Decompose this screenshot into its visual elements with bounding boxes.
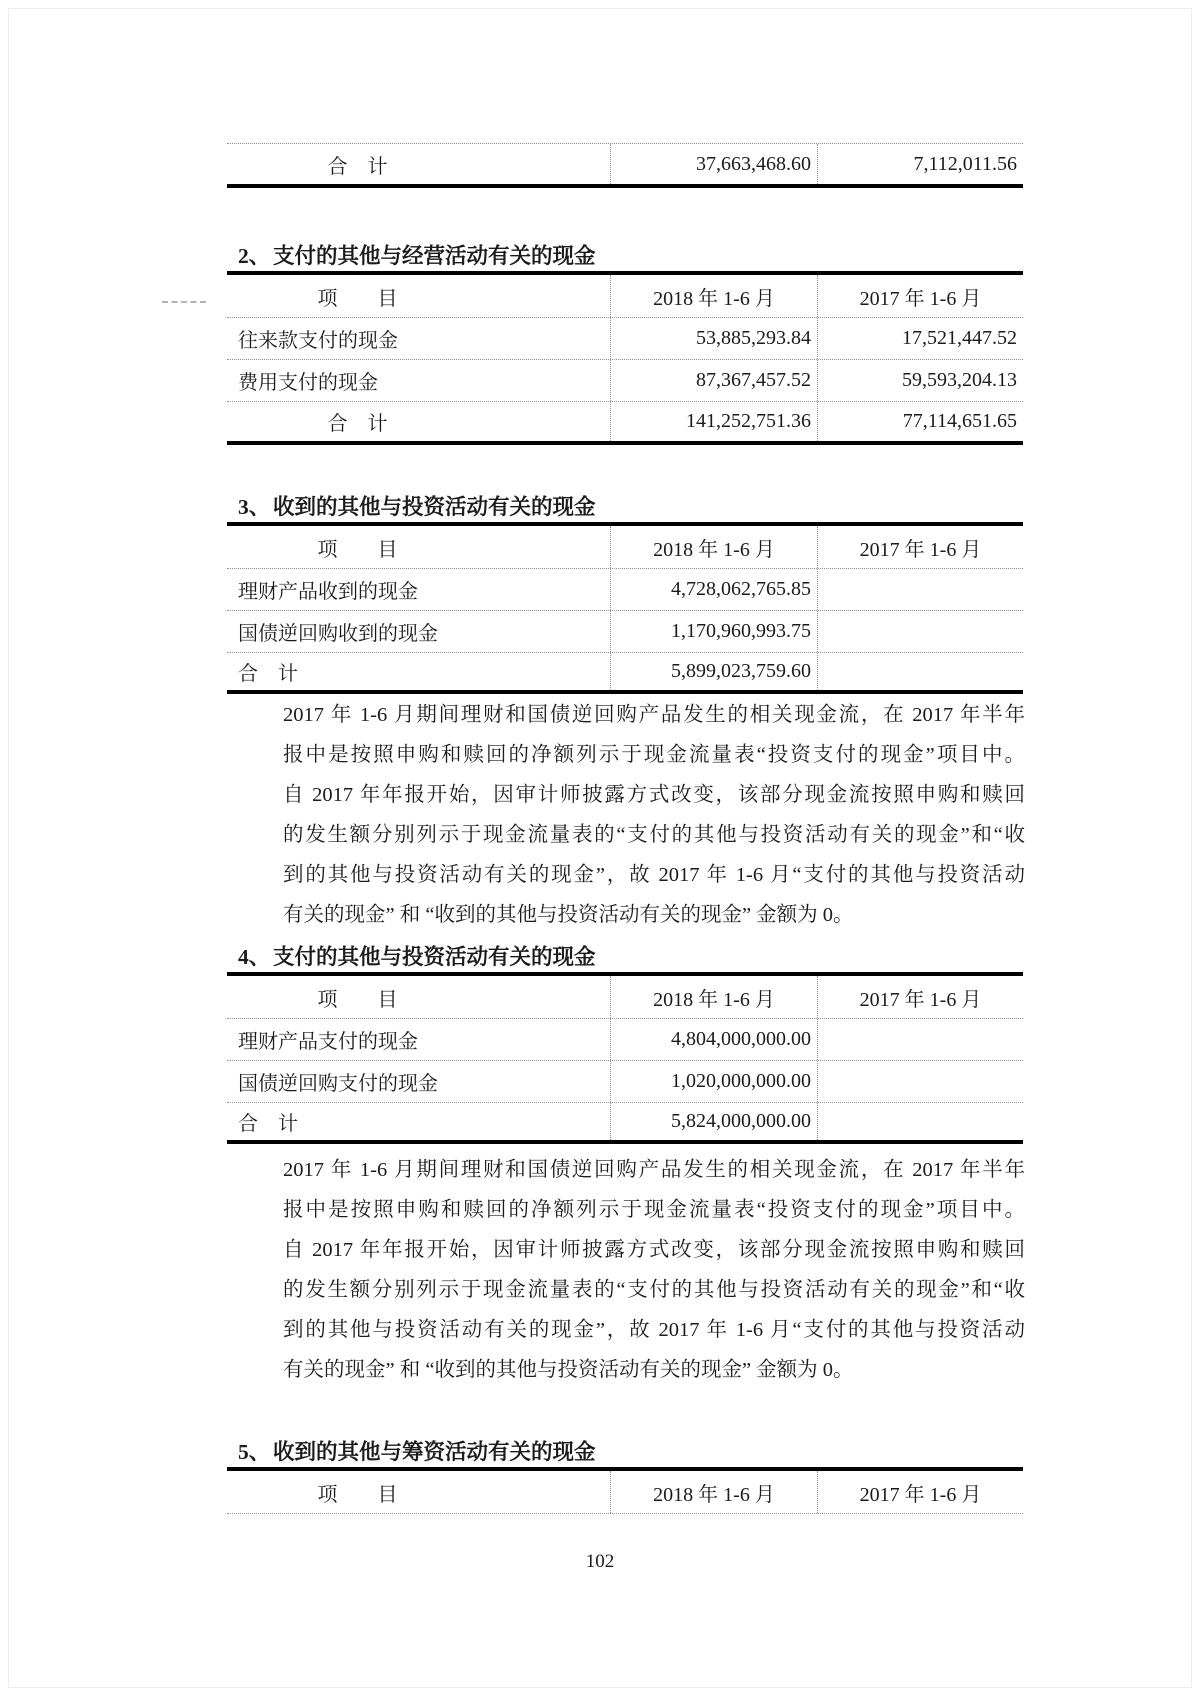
row-label: 国债逆回购支付的现金 — [227, 1061, 611, 1102]
column-header-2017: 2017 年 1-6 月 — [859, 538, 982, 561]
column-header-2017: 2017 年 1-6 月 — [859, 988, 982, 1011]
total-2017-value — [818, 653, 1023, 690]
section-3-number: 3、 — [238, 495, 271, 519]
total-label: 合 计 — [227, 144, 611, 184]
row-label: 理财产品收到的现金 — [227, 569, 611, 610]
row-2018-value: 87,367,457.52 — [611, 360, 818, 401]
table-row — [227, 1060, 1023, 1102]
table-investing-cash-received — [227, 522, 1023, 694]
table-header-row — [227, 275, 1023, 317]
table-row — [227, 359, 1023, 401]
paragraph-line: 2017 年 1-6 月期间理财和国债逆回购产品发生的相关现金流，在 2017 年半年 — [283, 704, 1025, 726]
investing-cashflow-note-1 — [283, 695, 1025, 935]
table-operating-cash-paid — [227, 271, 1023, 445]
total-2017-value: 77,114,651.65 — [902, 410, 1017, 432]
margin-dash-artifact — [162, 301, 206, 303]
paragraph-line: 有关的现金” 和 “收到的其他与投资活动有关的现金” 金额为 0。 — [283, 1359, 854, 1381]
section-4-heading — [238, 942, 596, 972]
row-2017-value — [818, 611, 1023, 652]
page-number: 102 — [585, 1551, 615, 1572]
row-2017-value — [818, 1061, 1023, 1102]
section-3-heading — [238, 492, 596, 522]
total-2018-value: 5,899,023,759.60 — [611, 653, 818, 690]
section-3-title: 收到的其他与投资活动有关的现金 — [273, 495, 596, 519]
table-row — [227, 1018, 1023, 1060]
column-header-item: 项 目 — [227, 976, 611, 1018]
investing-cashflow-note-2 — [283, 1150, 1025, 1390]
row-2017-value: 59,593,204.13 — [902, 369, 1017, 391]
section-2-number: 2、 — [238, 244, 271, 268]
paragraph-line: 有关的现金” 和 “收到的其他与投资活动有关的现金” 金额为 0。 — [283, 904, 854, 926]
table-total-row — [227, 1102, 1023, 1140]
column-header-item: 项 目 — [227, 526, 611, 568]
row-2018-value: 4,728,062,765.85 — [611, 569, 818, 610]
row-2018-value: 1,020,000,000.00 — [611, 1061, 818, 1102]
table-continuation-total — [227, 143, 1023, 188]
section-4-number: 4、 — [238, 945, 271, 969]
total-2017-value — [818, 1103, 1023, 1140]
section-5-number: 5、 — [238, 1440, 271, 1464]
table-row — [227, 610, 1023, 652]
section-5-heading — [238, 1437, 596, 1467]
section-2-heading — [238, 241, 596, 271]
table-investing-cash-paid — [227, 972, 1023, 1144]
table-row — [227, 568, 1023, 610]
paragraph-line: 报中是按照申购和赎回的净额列示于现金流量表“投资支付的现金”项目中。 — [283, 1199, 1025, 1221]
table-financing-cash-received — [227, 1467, 1023, 1514]
row-label: 理财产品支付的现金 — [227, 1019, 611, 1060]
table-row — [227, 144, 1023, 184]
total-2017-value: 7,112,011.56 — [913, 152, 1017, 175]
section-2-title: 支付的其他与经营活动有关的现金 — [273, 244, 596, 268]
column-header-item: 项 目 — [227, 1471, 611, 1513]
row-2018-value: 4,804,000,000.00 — [611, 1019, 818, 1060]
total-label: 合 计 — [227, 653, 611, 690]
total-label: 合 计 — [227, 402, 611, 441]
column-header-2018: 2018 年 1-6 月 — [611, 275, 818, 317]
table-total-row — [227, 401, 1023, 441]
column-header-2018: 2018 年 1-6 月 — [611, 526, 818, 568]
column-header-item: 项 目 — [227, 275, 611, 317]
total-2018-value: 5,824,000,000.00 — [611, 1103, 818, 1140]
paragraph-line: 自 2017 年年报开始，因审计师披露方式改变，该部分现金流按照申购和赎回 — [283, 1239, 1025, 1261]
table-row — [227, 317, 1023, 359]
paragraph-line: 报中是按照申购和赎回的净额列示于现金流量表“投资支付的现金”项目中。 — [283, 744, 1025, 766]
total-2018-value: 37,663,468.60 — [611, 144, 818, 184]
total-2018-value: 141,252,751.36 — [611, 402, 818, 441]
paragraph-line: 2017 年 1-6 月期间理财和国债逆回购产品发生的相关现金流，在 2017 年半年 — [283, 1159, 1025, 1181]
column-header-2018: 2018 年 1-6 月 — [611, 1471, 818, 1513]
paragraph-line: 到的其他与投资活动有关的现金”，故 2017 年 1-6 月“支付的其他与投资活动 — [283, 864, 1025, 886]
column-header-2017: 2017 年 1-6 月 — [859, 1483, 982, 1506]
row-2018-value: 1,170,960,993.75 — [611, 611, 818, 652]
paragraph-line: 的发生额分别列示于现金流量表的“支付的其他与投资活动有关的现金”和“收 — [283, 1279, 1025, 1301]
row-2018-value: 53,885,293.84 — [611, 318, 818, 359]
row-2017-value — [818, 1019, 1023, 1060]
row-label: 往来款支付的现金 — [227, 318, 611, 359]
paragraph-line: 的发生额分别列示于现金流量表的“支付的其他与投资活动有关的现金”和“收 — [283, 824, 1025, 846]
table-header-row — [227, 1471, 1023, 1513]
row-label: 国债逆回购收到的现金 — [227, 611, 611, 652]
paragraph-line: 自 2017 年年报开始，因审计师披露方式改变，该部分现金流按照申购和赎回 — [283, 784, 1025, 806]
total-label: 合 计 — [227, 1103, 611, 1140]
paragraph-line: 到的其他与投资活动有关的现金”，故 2017 年 1-6 月“支付的其他与投资活动 — [283, 1319, 1025, 1341]
column-header-2018: 2018 年 1-6 月 — [611, 976, 818, 1018]
section-4-title: 支付的其他与投资活动有关的现金 — [273, 945, 596, 969]
row-2017-value — [818, 569, 1023, 610]
table-header-row — [227, 976, 1023, 1018]
row-label: 费用支付的现金 — [227, 360, 611, 401]
table-total-row — [227, 652, 1023, 690]
row-2017-value: 17,521,447.52 — [902, 327, 1017, 349]
column-header-2017: 2017 年 1-6 月 — [859, 287, 982, 310]
table-header-row — [227, 526, 1023, 568]
section-5-title: 收到的其他与筹资活动有关的现金 — [273, 1440, 596, 1464]
